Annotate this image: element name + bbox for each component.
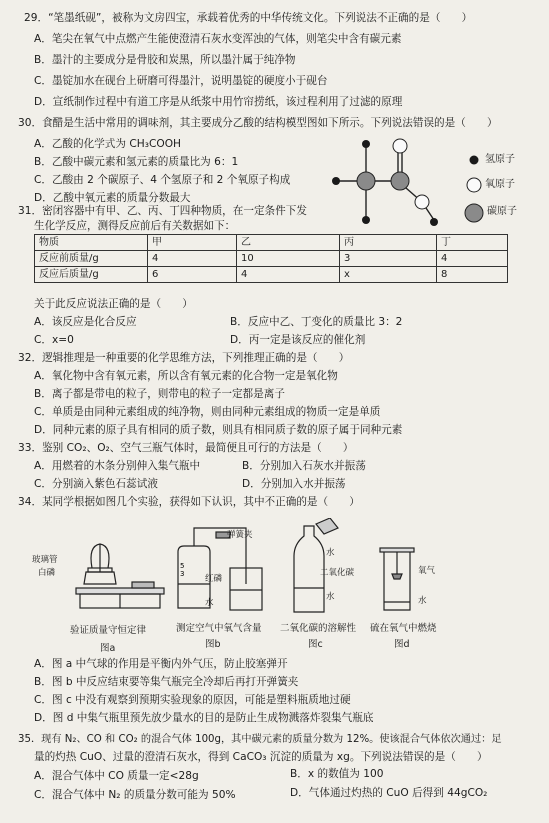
q33-option-d: D．分别加入水并振荡 [242, 478, 346, 490]
table-cell: 反应前质量/g [35, 251, 148, 267]
q32-option-b: B．离子都是带电的粒子，则带电的粒子一定都是离子 [34, 388, 285, 400]
table-cell: 4 [237, 267, 340, 283]
figure-d-label-oxygen: 氧气 [418, 566, 436, 576]
figure-a-label-tube: 玻璃管 [32, 555, 58, 565]
figure-b-label-phosphorus: 红磷 [205, 574, 223, 584]
legend-carbon: 碳原子 [487, 206, 517, 217]
figure-d-label-water: 水 [418, 596, 427, 606]
table-row [35, 251, 508, 267]
figure-c-tag: 图c [308, 639, 323, 650]
figure-d-caption: 硫在氧气中燃烧 [370, 623, 437, 634]
table-header-row [35, 235, 508, 251]
q34-option-d: D．图 d 中集气瓶里预先放少量水的目的是防止生成物溅落炸裂集气瓶底 [34, 712, 374, 724]
q32-stem: 32．逻辑推理是一种重要的化学思维方法，下列推理正确的是（ ） [18, 352, 350, 364]
table-cell: 4 [148, 251, 237, 267]
q32-option-d: D．同种元素的原子具有相同的质子数，则具有相同质子数的原子属于同种元素 [34, 424, 403, 436]
q29-option-c: C．墨锭加水在砚台上研磨可得墨汁，说明墨锭的硬度小于砚台 [34, 75, 328, 87]
table-header-cell: 物质 [35, 235, 148, 251]
q31-follow: 关于此反应说法正确的是（ ） [34, 298, 193, 310]
figure-c-label-co2: 二氧化碳 [320, 568, 355, 578]
q30-stem: 30．食醋是生活中常用的调味剂，其主要成分乙酸的结构模型图如下所示。下列说法错误的是（ ） [18, 117, 498, 129]
table-header-cell: 乙 [237, 235, 340, 251]
oxygen-legend-icon [465, 176, 483, 194]
q31-option-c: C．x=0 [34, 334, 74, 346]
q32-option-c: C．单质是由同种元素组成的纯净物，则由同种元素组成的物质一定是单质 [34, 406, 381, 418]
q34-option-a: A．图 a 中气球的作用是平衡内外气压，防止胶塞弹开 [34, 658, 288, 670]
table-cell: x [340, 267, 437, 283]
figure-a-label-phosphorus: 白磷 [38, 568, 56, 578]
figure-c-label-water2: 水 [326, 592, 335, 602]
table-cell: 3 [340, 251, 437, 267]
q33-stem: 33．鉴别 CO₂、O₂、空气三瓶气体时，最简便且可行的方法是（ ） [18, 442, 354, 454]
figure-b-label-clip: 弹簧夹 [227, 530, 253, 540]
figure-b-tag: 图b [205, 639, 221, 650]
q35-stem-line1: 35．现有 N₂、CO 和 CO₂ 的混合气体 100g，其中碳元素的质量分数为 12%。使该混合气体依次通过：足 [18, 734, 502, 745]
legend-hydrogen: 氢原子 [485, 154, 515, 165]
q31-option-a: A．该反应是化合反应 [34, 316, 137, 328]
q31-stem-line1: 31．密闭容器中有甲、乙、丙、丁四种物质，在一定条件下发 [18, 205, 307, 217]
table-cell: 4 [437, 251, 508, 267]
table-header-cell: 丙 [340, 235, 437, 251]
q31-option-d: D．丙一定是该反应的催化剂 [230, 334, 366, 346]
reaction-data-table [34, 234, 508, 283]
q29-option-b: B．墨汁的主要成分是骨胶和炭黑，所以墨汁属于纯净物 [34, 54, 296, 66]
svg-text:5: 5 [180, 562, 185, 570]
figure-c-label-water: 水 [326, 548, 335, 558]
table-header-cell: 甲 [148, 235, 237, 251]
table-header-cell: 丁 [437, 235, 508, 251]
svg-text:3: 3 [180, 570, 185, 578]
hydrogen-legend-icon [467, 153, 481, 167]
q35-option-a: A．混合气体中 CO 质量一定<28g [34, 770, 199, 782]
table-cell: 反应后质量/g [35, 267, 148, 283]
q30-option-b: B．乙酸中碳元素和氢元素的质量比为 6：1 [34, 156, 239, 168]
q30-option-c: C．乙酸由 2 个碳原子、4 个氢原子和 2 个氧原子构成 [34, 174, 291, 186]
figure-d-tag: 图d [394, 639, 410, 650]
q33-option-a: A．用燃着的木条分别伸入集气瓶中 [34, 460, 201, 472]
figure-b-label-water: 水 [205, 598, 214, 608]
q29-stem: 29．“笔墨纸砚”，被称为文房四宝，承载着优秀的中华传统文化。下列说法不正确的是（ ） [24, 12, 473, 24]
q29-option-d: D．宣纸制作过程中有道工序是从纸浆中用竹帘捞纸，该过程利用了过滤的原理 [34, 96, 403, 108]
q31-option-b: B．反应中乙、丁变化的质量比 3：2 [230, 316, 403, 328]
q34-option-b: B．图 b 中反应结束要等集气瓶完全冷却后再打开弹簧夹 [34, 676, 299, 688]
legend-oxygen: 氧原子 [485, 179, 515, 190]
table-cell: 8 [437, 267, 508, 283]
table-row [35, 267, 508, 283]
table-cell: 6 [148, 267, 237, 283]
figure-a-caption: 验证质量守恒定律 [70, 625, 147, 636]
acetic-acid-model [330, 136, 440, 232]
q34-option-c: C．图 c 中没有观察到预期实验现象的原因，可能是塑料瓶质地过硬 [34, 694, 351, 706]
table-cell: 10 [237, 251, 340, 267]
q33-option-c: C．分别滴入紫色石蕊试液 [34, 478, 158, 490]
q35-stem-line2: 量的灼热 CuO、过量的澄清石灰水，得到 CaCO₃ 沉淀的质量为 xg。下列说法错误的是（ ） [34, 751, 488, 763]
q35-option-c: C．混合气体中 N₂ 的质量分数可能为 50% [34, 789, 236, 801]
figure-a-balance [70, 538, 170, 618]
figure-a-tag: 图a [100, 643, 116, 654]
figure-c-caption: 二氧化碳的溶解性 [280, 623, 357, 634]
q35-option-b: B．x 的数值为 100 [290, 768, 384, 780]
q32-option-a: A．氧化物中含有氧元素，所以含有氧元素的化合物一定是氧化物 [34, 370, 338, 382]
figure-b-caption: 测定空气中氧气含量 [176, 623, 262, 634]
figure-d-jar [376, 542, 426, 618]
q34-stem: 34．某同学根据如图几个实验，获得如下认识，其中不正确的是（ ） [18, 496, 360, 508]
q33-option-b: B．分别加入石灰水并振荡 [242, 460, 366, 472]
q30-option-a: A．乙酸的化学式为 CH₃COOH [34, 138, 182, 150]
q35-option-d: D．气体通过灼热的 CuO 后得到 44gCO₂ [290, 787, 488, 799]
q30-option-d: D．乙酸中氧元素的质量分数最大 [34, 192, 191, 204]
carbon-legend-icon [463, 202, 485, 224]
figure-b-apparatus [172, 524, 268, 616]
q31-stem-line2: 生化学反应，测得反应前后有关数据如下： [34, 220, 236, 232]
q29-option-a: A．笔尖在氧气中点燃产生能使澄清石灰水变浑浊的气体，则笔尖中含有碳元素 [34, 33, 402, 45]
